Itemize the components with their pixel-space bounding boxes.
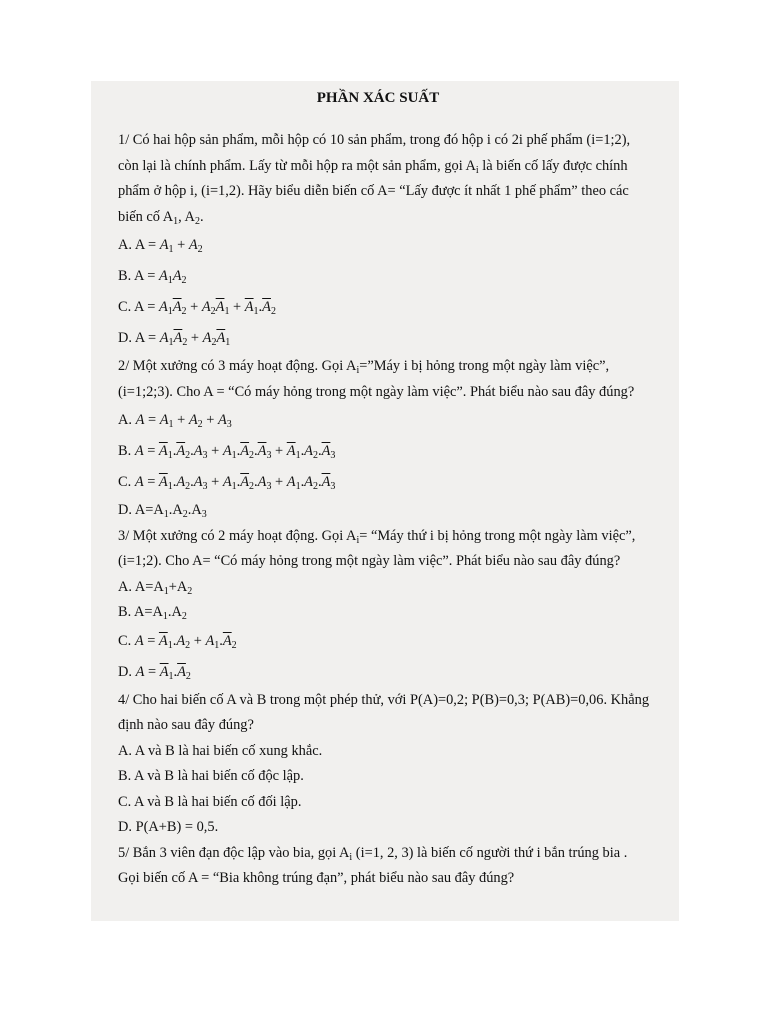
question-3-line-1: 3/ Một xưởng có 2 máy hoạt động. Gọi $A_i=$ “Máy thứ i bị hỏng trong một ngày làm việc”, bbox=[118, 527, 636, 546]
question-3-option-c[interactable]: C. $A = \overline{A}_1.A_2 + A_1.\overline{A}_2$ bbox=[118, 632, 237, 651]
question-2-line-2: (i=1;2;3). Cho A = “Có máy hỏng trong một ngày làm việc”. Phát biểu nào sau đây đúng? bbox=[118, 383, 635, 400]
question-3-option-a[interactable]: A. $A=A_1+A_2$ bbox=[118, 578, 193, 597]
question-3-option-d[interactable]: D. $A = \overline{A}_1.\overline{A}_2$ bbox=[118, 663, 191, 682]
question-4-line-2: định nào sau đây đúng? bbox=[118, 717, 254, 733]
page-title: PHẦN XÁC SUẤT bbox=[316, 90, 440, 106]
question-2-option-b[interactable]: B. $A = \overline{A}_1.\overline{A}_2.A_3 + A_1.\overline{A}_2.\overline{A}_3 + \overline{A}_1.A_2.\overline{A}_3$ bbox=[118, 443, 336, 461]
question-5-line-1: 5/ Bắn 3 viên đạn độc lập vào bia, gọi $A_i$ (i=1, 2, 3) là biến cố người thứ i bắn trúng bia . bbox=[118, 844, 628, 863]
question-2-option-c[interactable]: C. $A = \overline{A}_1.A_2.A_3 + A_1.\overline{A}_2.A_3 + A_1.A_2.\overline{A}_3$ bbox=[118, 474, 336, 492]
question-4-option-d[interactable]: D. P(A+B) = 0,5. bbox=[118, 819, 219, 835]
question-3-line-2: (i=1;2). Cho A= “Có máy hỏng trong một ngày làm việc”. Phát biểu nào sau đây đúng? bbox=[118, 553, 621, 569]
question-1-option-b[interactable]: B. $A = A_1A_2$ bbox=[118, 268, 187, 286]
question-1-line-4: biến cố $A_1$, $A_2$. bbox=[118, 208, 204, 227]
question-1-line-2: còn lại là chính phẩm. Lấy từ mỗi hộp ra một sản phẩm, gọi $A_i$ là biến cố lấy được chính bbox=[118, 157, 628, 176]
question-1-option-c[interactable]: C. $A = A_1\overline{A}_2 + A_2\overline{A}_1 + \overline{A}_1.\overline{A}_2$ bbox=[118, 299, 276, 317]
document-content bbox=[118, 90, 678, 892]
question-1-line-1: 1/ Có hai hộp sản phẩm, mỗi hộp có 10 sản phẩm, trong đó hộp i có 2i phế phẩm (i=1;2), bbox=[118, 132, 631, 148]
question-1-option-d[interactable]: D. $A = A_1\overline{A}_2 + A_2\overline{A}_1$ bbox=[118, 330, 231, 348]
question-4-line-1: 4/ Cho hai biến cố A và B trong một phép thử, với P(A)=0,2; P(B)=0,3; P(AB)=0,06. Khẳng bbox=[118, 691, 650, 708]
question-4-option-b[interactable]: B. A và B là hai biến cố độc lập. bbox=[118, 768, 304, 784]
question-3-option-b[interactable]: B. $A=A_1.A_2$ bbox=[118, 604, 187, 622]
question-2-option-a[interactable]: A. $A = A_1 + A_2 + A_3$ bbox=[118, 412, 232, 430]
question-1-option-a[interactable]: A. $A = A_1 + A_2$ bbox=[118, 237, 203, 255]
question-2-option-d[interactable]: D. $A=A_1.A_2.A_3$ bbox=[118, 502, 207, 520]
question-5-line-2: Gọi biến cố A = “Bia không trúng đạn”, phát biểu nào sau đây đúng? bbox=[118, 870, 515, 886]
question-1-line-3: phẩm ở hộp i, (i=1,2). Hãy biểu diễn biến cố A= “Lấy được ít nhất 1 phế phẩm” theo các bbox=[118, 183, 629, 199]
question-4-option-a[interactable]: A. A và B là hai biến cố xung khắc. bbox=[118, 742, 323, 759]
question-2-line-1: 2/ Một xưởng có 3 máy hoạt động. Gọi $A_i=”Máy$ i bị hỏng trong một ngày làm việc”, bbox=[118, 358, 610, 376]
question-4-option-c[interactable]: C. A và B là hai biến cố đối lập. bbox=[118, 793, 302, 810]
